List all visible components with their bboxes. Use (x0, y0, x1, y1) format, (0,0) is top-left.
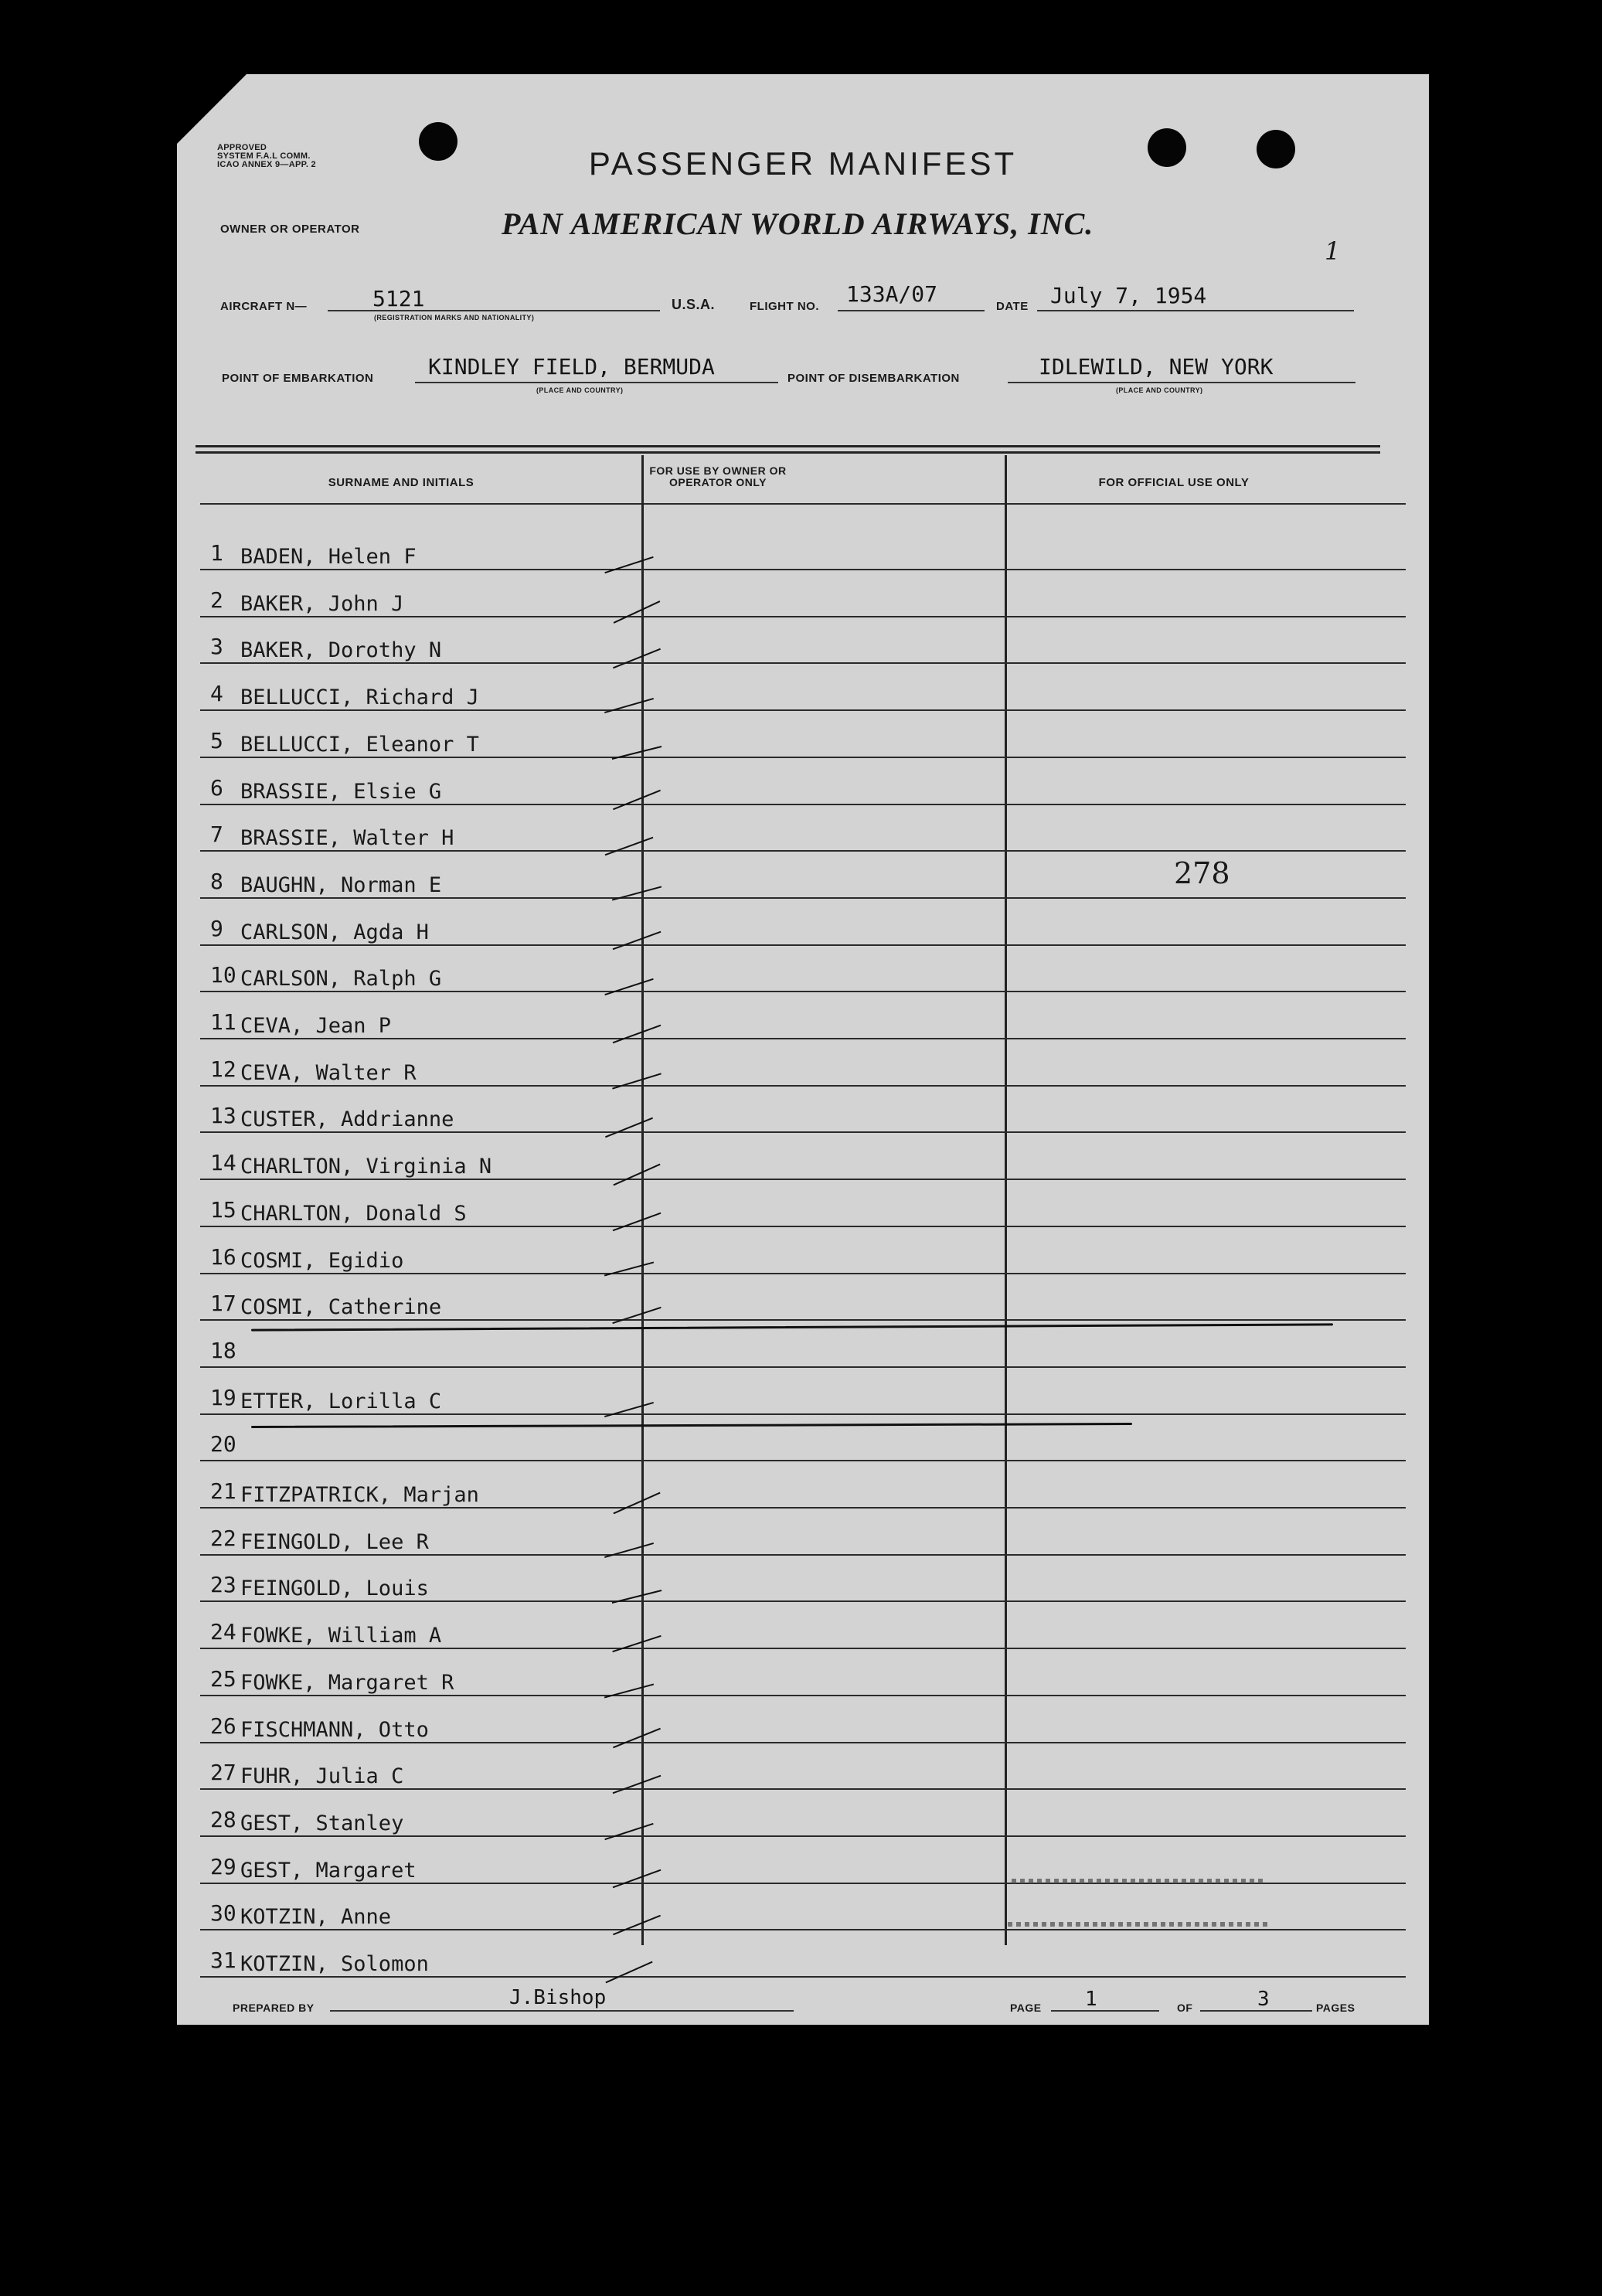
table-row (177, 1509, 1429, 1556)
table-row (177, 712, 1429, 758)
table-row (177, 1791, 1429, 1837)
table-row (177, 1087, 1429, 1133)
row-rule (200, 1085, 1406, 1087)
disembark-place-caption: (PLACE AND COUNTRY) (1116, 386, 1203, 394)
date-label: DATE (996, 300, 1029, 313)
row-rule (200, 616, 1406, 617)
passenger-name: FEINGOLD, Lee R (240, 1529, 429, 1554)
row-rule (200, 1226, 1406, 1227)
row-rule (200, 1038, 1406, 1039)
row-number: 24 (210, 1619, 236, 1645)
passenger-name: CUSTER, Addrianne (240, 1107, 454, 1132)
disembark-value: IDLEWILD, NEW YORK (1039, 354, 1274, 379)
col-header-surname: SURNAME AND INITIALS (328, 476, 474, 489)
page-value: 1 (1085, 1988, 1097, 2011)
row-rule (200, 804, 1406, 805)
passenger-name: ETTER, Lorilla C (240, 1389, 442, 1413)
passenger-name: FISCHMANN, Otto (240, 1717, 429, 1742)
passenger-name: BAKER, Dorothy N (240, 638, 442, 663)
passenger-name: CEVA, Jean P (240, 1014, 392, 1038)
row-number: 18 (210, 1337, 236, 1363)
passenger-name: CHARLTON, Virginia N (240, 1155, 492, 1179)
official-note: 278 (1174, 856, 1230, 890)
manifest-sheet (177, 74, 1429, 2025)
table-row (177, 665, 1429, 711)
table-row (177, 1415, 1429, 1461)
row-number: 19 (210, 1384, 236, 1410)
pages-label: PAGES (1316, 2002, 1355, 2014)
row-rule (200, 1648, 1406, 1649)
row-number: 31 (210, 1947, 236, 1973)
col-header-owner: FOR USE BY OWNER OR OPERATOR ONLY (649, 464, 787, 488)
row-rule (200, 1413, 1406, 1415)
row-number: 29 (210, 1853, 236, 1879)
passenger-name: BELLUCCI, Richard J (240, 685, 479, 710)
date-value: July 7, 1954 (1050, 283, 1207, 308)
row-number: 27 (210, 1760, 236, 1786)
row-number: 13 (210, 1103, 236, 1129)
of-value: 3 (1257, 1988, 1270, 2011)
table-row (177, 1228, 1429, 1274)
table-row (177, 1462, 1429, 1509)
passenger-name: BELLUCCI, Eleanor T (240, 732, 479, 757)
table-row (177, 805, 1429, 852)
table-row (177, 993, 1429, 1039)
passenger-name: CARLSON, Agda H (240, 920, 429, 944)
header-bottom-rule (200, 503, 1406, 505)
table-row (177, 524, 1429, 570)
table-row (177, 900, 1429, 946)
row-number: 16 (210, 1243, 236, 1270)
passenger-name: BAUGHN, Norman E (240, 872, 442, 897)
row-rule (200, 1695, 1406, 1696)
flight-number: 133A/07 (846, 281, 938, 307)
table-row (177, 1369, 1429, 1415)
approval-line-3: ICAO ANNEX 9—APP. 2 (217, 160, 316, 169)
passenger-name: FOWKE, Margaret R (240, 1670, 454, 1695)
table-row (177, 1650, 1429, 1696)
row-rule (200, 1460, 1406, 1461)
passenger-name: CARLSON, Ralph G (240, 967, 442, 992)
prepared-underline (330, 2010, 794, 2012)
table-row (177, 759, 1429, 805)
row-number: 21 (210, 1478, 236, 1504)
row-rule (200, 1976, 1406, 1978)
embark-underline (415, 382, 778, 383)
row-number: 26 (210, 1713, 236, 1739)
row-rule (200, 1554, 1406, 1556)
page-title: PASSENGER MANIFEST (588, 145, 1018, 182)
flight-underline (838, 310, 985, 311)
col-header-official: FOR OFFICIAL USE ONLY (1098, 476, 1250, 489)
usa-label: U.S.A. (672, 297, 716, 312)
row-rule (200, 991, 1406, 992)
owner-label: OWNER OR OPERATOR (220, 223, 360, 236)
date-underline (1037, 310, 1354, 311)
passenger-name: FOWKE, William A (240, 1624, 442, 1648)
page-underline (1051, 2010, 1159, 2012)
passenger-name: KOTZIN, Anne (240, 1905, 392, 1930)
row-number: 12 (210, 1056, 236, 1082)
check-mark (605, 1961, 652, 1984)
of-underline (1200, 2010, 1312, 2012)
table-top-rule-2 (196, 451, 1380, 454)
aircraft-label: AIRCRAFT N— (220, 300, 308, 313)
row-rule (200, 1366, 1406, 1368)
row-number: 20 (210, 1431, 236, 1458)
aircraft-number: 5121 (372, 286, 425, 311)
row-rule (200, 1600, 1406, 1602)
row-rule (200, 944, 1406, 946)
row-rule (200, 569, 1406, 570)
table-row (177, 571, 1429, 617)
row-rule (200, 757, 1406, 758)
row-number: 11 (210, 1009, 236, 1035)
row-rule (200, 1929, 1406, 1930)
table-row (177, 1838, 1429, 1884)
table-row (177, 1040, 1429, 1087)
row-number: 2 (210, 587, 223, 613)
table-row (177, 1931, 1429, 1978)
passenger-name: BAKER, John J (240, 591, 404, 616)
passenger-name: GEST, Stanley (240, 1811, 404, 1835)
passenger-name: GEST, Margaret (240, 1858, 417, 1883)
embark-value: KINDLEY FIELD, BERMUDA (428, 354, 715, 379)
folded-corner (177, 74, 247, 144)
margin-mark: 1 (1325, 236, 1341, 266)
row-rule (200, 1742, 1406, 1743)
approval-line-2: SYSTEM F.A.L COMM. (217, 151, 311, 161)
table-row (177, 1603, 1429, 1649)
row-rule (200, 850, 1406, 852)
row-number: 1 (210, 540, 223, 566)
row-number: 17 (210, 1291, 236, 1317)
row-number: 22 (210, 1525, 236, 1551)
row-rule (200, 1319, 1406, 1321)
row-rule (200, 709, 1406, 711)
passenger-name: FEINGOLD, Louis (240, 1577, 429, 1601)
embark-place-caption: (PLACE AND COUNTRY) (536, 386, 624, 394)
row-number: 8 (210, 868, 223, 894)
table-row (177, 1556, 1429, 1602)
row-rule (200, 1507, 1406, 1509)
row-number: 28 (210, 1806, 236, 1832)
registration-caption: (REGISTRATION MARKS AND NATIONALITY) (374, 314, 535, 321)
passenger-name: CEVA, Walter R (240, 1060, 417, 1085)
page-label: PAGE (1010, 2002, 1042, 2014)
row-number: 3 (210, 634, 223, 660)
row-number: 15 (210, 1196, 236, 1223)
row-number: 23 (210, 1572, 236, 1598)
table-row (177, 1134, 1429, 1180)
passenger-name: BRASSIE, Elsie G (240, 779, 442, 804)
prepared-value: J.Bishop (509, 1986, 607, 2009)
row-number: 4 (210, 681, 223, 707)
flight-label: FLIGHT NO. (750, 300, 819, 313)
row-rule (200, 1273, 1406, 1274)
row-number: 10 (210, 962, 236, 988)
row-rule (200, 1179, 1406, 1180)
table-row (177, 617, 1429, 664)
table-row (177, 946, 1429, 992)
row-rule (200, 662, 1406, 664)
prepared-label: PREPARED BY (233, 2002, 315, 2014)
row-rule (200, 897, 1406, 899)
table-top-rule-1 (196, 445, 1380, 447)
row-number: 9 (210, 915, 223, 941)
passenger-name: CHARLTON, Donald S (240, 1201, 467, 1226)
row-number: 5 (210, 727, 223, 753)
row-number: 25 (210, 1665, 236, 1692)
passenger-name: FITZPATRICK, Marjan (240, 1483, 479, 1507)
table-row (177, 852, 1429, 899)
row-rule (200, 1835, 1406, 1837)
passenger-name: COSMI, Egidio (240, 1248, 404, 1273)
disembark-label: POINT OF DISEMBARKATION (787, 372, 960, 385)
row-number: 7 (210, 821, 223, 848)
passenger-name: BADEN, Helen F (240, 545, 417, 569)
smudge-row-31 (1008, 1922, 1270, 1927)
approval-line-1: APPROVED (217, 143, 267, 152)
row-number: 30 (210, 1900, 236, 1927)
of-label: OF (1177, 2002, 1193, 2014)
table-row (177, 1181, 1429, 1227)
disembark-underline (1008, 382, 1355, 383)
embark-label: POINT OF EMBARKATION (222, 372, 374, 385)
row-rule (200, 1131, 1406, 1133)
passenger-name: FUHR, Julia C (240, 1764, 404, 1789)
table-row (177, 1274, 1429, 1321)
table-row (177, 1743, 1429, 1790)
row-number: 14 (210, 1150, 236, 1176)
row-number: 6 (210, 774, 223, 801)
table-row (177, 1697, 1429, 1743)
passenger-name: COSMI, Catherine (240, 1295, 442, 1320)
passenger-name: BRASSIE, Walter H (240, 826, 454, 851)
passenger-name: KOTZIN, Solomon (240, 1952, 429, 1976)
smudge-row-30 (1012, 1879, 1267, 1883)
operator-name: PAN AMERICAN WORLD AIRWAYS, INC. (502, 206, 1094, 241)
row-rule (200, 1788, 1406, 1790)
